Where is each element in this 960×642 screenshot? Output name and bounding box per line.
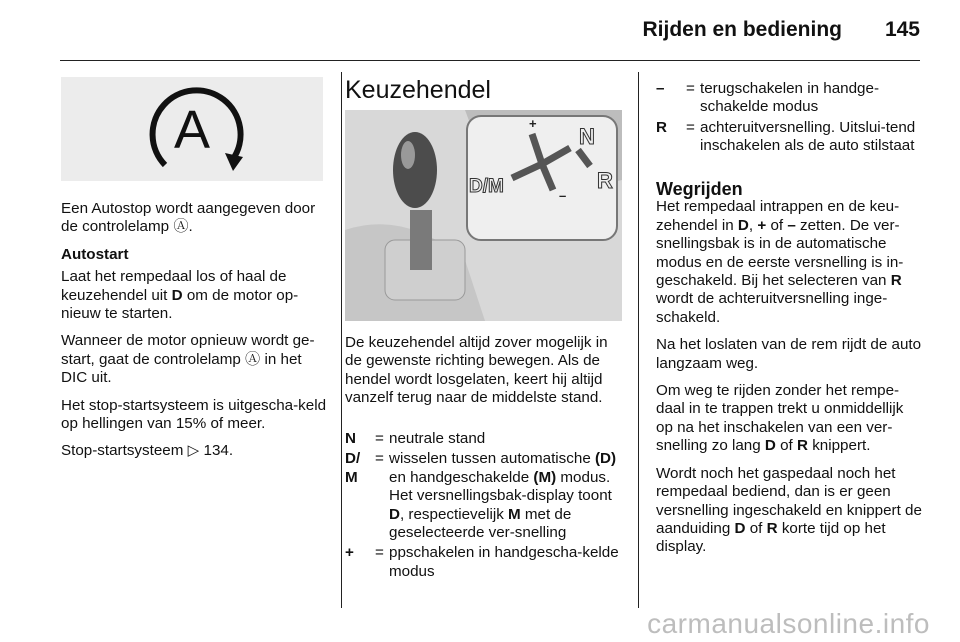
section-title: Rijden en bediening [642,18,842,41]
wegrijden-heading: Wegrijden [656,179,743,199]
svg-text:–: – [559,188,567,203]
list-item-n: N = neutrale stand [345,430,486,447]
autostart-paragraph: Laat het rempedaal los of haal de keuzehendel uit D om de motor op-nieuw te starten. [61,268,299,323]
minus-icon: – [656,80,665,97]
list-item-plus: + = ppschakelen in handgescha-kelde modus [345,544,619,580]
autostop-small-icon: Ⓐ [173,218,189,236]
section-heading: Keuzehendel [345,76,491,104]
reference-arrow-icon: ▷ [187,442,200,460]
watermark: carmanualsonline.info [647,608,930,639]
page-number: 145 [884,18,920,41]
image-label-dm: D/M [469,176,504,197]
list-item-r: R = achteruitversnelling. Uitslui-tend inschakelen als de auto stilstaat [656,118,916,155]
wegrijden-paragraph-1: Het rempedaal intrappen en de keu-zehendel in D, + of – zetten. De ver-snellingsbak is in de automatische modus en de eerste versnelling is in-geschakeld. Bij het selecteren van R wordt de achteruitversnelling inge-schakeld. [656,198,904,326]
keuzehendel-paragraph: De keuzehendel altijd zover mogelijk in de gewenste richting bewegen. Als de hendel wordt losgelaten, keert hij altijd vanzelf terug naar de middelste stand. [345,334,608,407]
autostop-small-icon: Ⓐ [245,350,261,368]
wegrijden-paragraph-2: Na het loslaten van de rem rijdt de auto langzaam weg. [656,336,922,372]
wegrijden-paragraph-4: Wordt noch het gaspedaal noch het rempedaal bediend, dan is er geen versnelling ingeschakeld en knippert de aanduiding D of R korte tijd op het display. [656,464,922,556]
list-item-dm: D/ M = wisselen tussen automatische (D) en handgeschakelde (M) modus. Het versnellingsbak-display toont D, respectievelijk M met de geselecteerde ver-snelling [345,450,617,542]
svg-text:+: + [529,116,537,131]
autostart-heading: Autostart [61,245,129,263]
right-column [656,180,922,566]
column-divider-1 [341,72,342,608]
gear-lever-illustration [345,110,622,321]
autostop-indicator-image [61,77,323,181]
plus-icon: + [345,544,354,562]
list-item-minus: – = terugschakelen in handge-schakelde modus [656,80,880,116]
autostop-a-icon [61,77,323,181]
autostop-paragraph: Een Autostop wordt aangegeven door de controlelamp Ⓐ. [61,200,316,236]
page-header [0,14,960,54]
minus-icon: – [787,216,796,234]
image-label-r: R [597,168,613,193]
reference-paragraph: Stop-startsysteem ▷ 134. [61,442,234,460]
column-divider-2 [638,72,639,608]
wegrijden-paragraph-3: Om weg te rijden zonder het rempe-daal in te trappen trekt u onmiddellijk op na het inschakelen van een ver-snelling zo lang D of R knippert. [656,382,904,455]
disabled-paragraph: Het stop-startsysteem is uitgescha-keld op hellingen van 15% of meer. [61,396,327,433]
svg-text:A: A [173,100,211,160]
left-column [61,200,327,470]
plus-icon: + [757,216,767,234]
gear-selector-image [345,110,622,321]
gear-position-list-continued [656,80,922,158]
image-label-n: N [579,124,595,149]
header-rule [60,60,920,61]
gear-position-list [345,430,622,583]
restart-paragraph: Wanneer de motor opnieuw wordt ge-start, gaat de controlelamp Ⓐ in het DIC uit. [61,332,315,387]
